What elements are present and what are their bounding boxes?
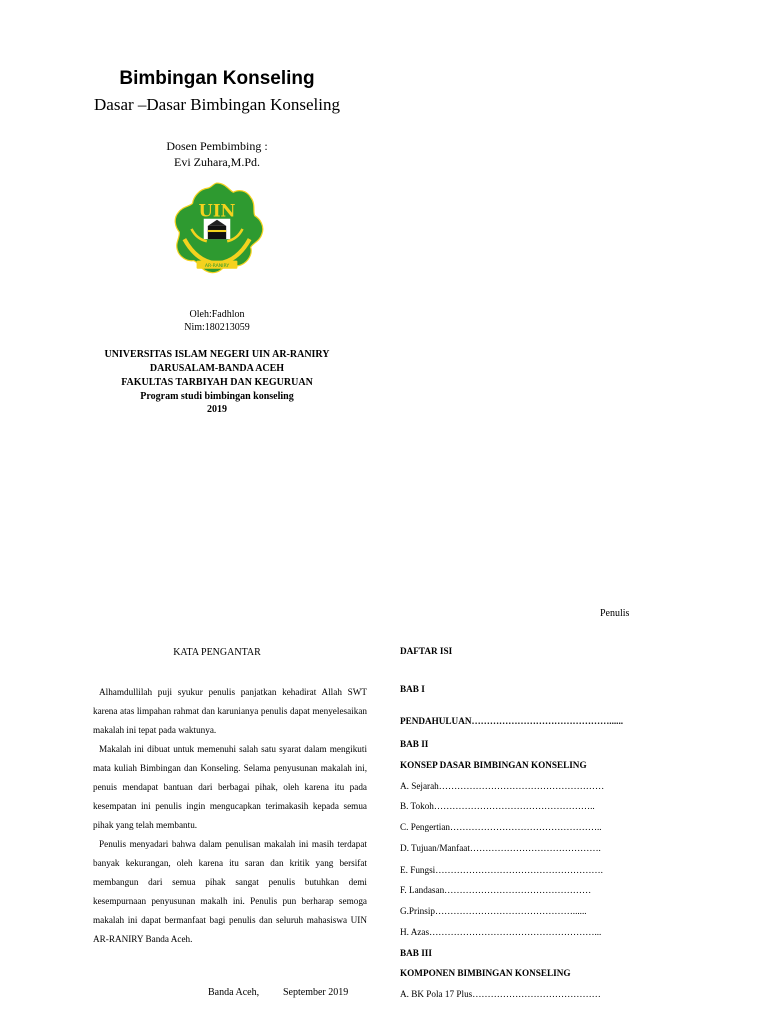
preface-date: September 2019: [283, 987, 349, 998]
uin-ar-raniry-logo-icon: [166, 180, 268, 282]
institution-line: UNIVERSITAS ISLAM NEGERI UIN AR-RANIRY: [104, 349, 330, 360]
toc-entry: H. Azas………………………………………………...: [400, 927, 602, 937]
preface-body: [93, 683, 367, 949]
institution-year: 2019: [207, 404, 227, 415]
toc-chapter: BAB I: [400, 684, 425, 694]
toc-chapter: BAB II: [400, 739, 429, 749]
toc-entry: F. Landasan…………………………………………: [400, 885, 592, 895]
toc-entry: D. Tujuan/Manfaat…………………………………….: [400, 843, 601, 853]
supervisor-label: Dosen Pembimbing :: [166, 139, 268, 153]
institution-line: FAKULTAS TARBIYAH DAN KEGURUAN: [121, 377, 313, 388]
toc-chapter: BAB III: [400, 948, 432, 958]
toc-entry: A. BK Pola 17 Plus……………………………………: [400, 989, 601, 999]
toc-entry: A. Sejarah………………………………………………: [400, 781, 605, 791]
logo-text: UIN: [198, 201, 236, 221]
toc-entry: C. Pengertian…………………………………………..: [400, 822, 602, 832]
institution-line: Program studi bimbingan konseling: [140, 391, 294, 402]
logo-ribbon-text: AR-RANIRY: [204, 264, 230, 270]
signature-penulis: Penulis: [600, 608, 630, 619]
preface-heading: KATA PENGANTAR: [173, 647, 261, 658]
author-name: Oleh:Fadhlon: [189, 309, 245, 320]
supervisor-name: Evi Zuhara,M.Pd.: [174, 155, 260, 169]
toc-entry: B. Tokoh……………………………………………..: [400, 801, 595, 811]
toc-section-title: KOMPONEN BIMBINGAN KONSELING: [400, 968, 571, 978]
toc-entry: PENDAHULUAN………………………………………......: [400, 716, 624, 726]
toc-entry: E. Fungsi……………………………………………….: [400, 865, 603, 875]
toc-entry: G.Prinsip………………………………………......: [400, 906, 587, 916]
document-subtitle: Dasar –Dasar Bimbingan Konseling: [94, 95, 340, 114]
institution-line: DARUSALAM-BANDA ACEH: [149, 363, 285, 374]
preface-paragraph: Penulis menyadari bahwa dalam penulisan makalah ini masih terdapat banyak kekurangan, oleh karena itu saran dan kritik yang bersifat membangun dari semua pihak sangat penulis butuhkan demi kesempurnaan penyusunan makalh ini. Penulis pun berharap semoga makalah ini dapat bermanfaat bagi penulis dan seluruh mahasiswa UIN AR-RANIRY Banda Aceh.: [93, 839, 367, 944]
toc-heading: DAFTAR ISI: [400, 646, 453, 656]
author-nim: Nim:180213059: [184, 322, 250, 333]
document-title: Bimbingan Konseling: [119, 68, 315, 89]
toc-section-title: KONSEP DASAR BIMBINGAN KONSELING: [400, 760, 587, 770]
preface-paragraph: Makalah ini dibuat untuk memenuhi salah satu syarat dalam mengikuti mata kuliah Bimbingan dan Konseling. Selama penyusunan makalah ini, penuis mendapat bantuan dari berbagai pihak, oleh karena itu pada kesempatan ini penulis ingin mengucapkan terimakasih kepada semua pihak yang telah membantu.: [93, 744, 367, 830]
preface-date-city: Banda Aceh,: [208, 987, 260, 998]
preface-paragraph: Alhamdullilah puji syukur penulis panjatkan kehadirat Allah SWT karena atas limpahan rahmat dan karunianya penulis dapat menyelesaikan makalah ini tepat pada waktunya.: [93, 687, 367, 735]
